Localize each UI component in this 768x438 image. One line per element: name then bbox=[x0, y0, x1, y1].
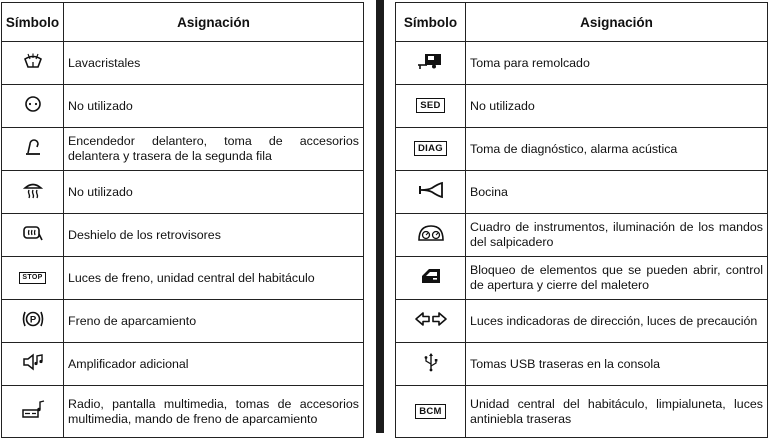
table-row bbox=[2, 171, 364, 214]
table-header-row bbox=[396, 3, 768, 42]
symbol-column-header: Símbolo bbox=[396, 3, 466, 42]
table-row bbox=[396, 386, 768, 438]
table-row bbox=[2, 85, 364, 128]
table-row bbox=[2, 42, 364, 85]
usb-icon bbox=[423, 352, 439, 377]
assignment-cell: Encendedor delantero, toma de accesorios delantera y trasera de la segunda fila bbox=[64, 128, 364, 171]
amplifier-icon bbox=[22, 353, 44, 376]
table-row bbox=[396, 171, 768, 214]
symbol-column-header: Símbolo bbox=[2, 3, 64, 42]
table-row bbox=[396, 300, 768, 343]
radio-icon bbox=[21, 399, 45, 424]
table-row bbox=[396, 85, 768, 128]
socket-icon bbox=[24, 95, 42, 118]
table-row bbox=[2, 128, 364, 171]
table-header-row bbox=[2, 3, 364, 42]
horn-icon bbox=[418, 181, 444, 204]
assignment-cell: Bloqueo de elementos que se pueden abrir, control de apertura y cierre del maletero bbox=[466, 257, 768, 300]
mirror-defrost-icon bbox=[22, 224, 44, 247]
assignment-cell: Bocina bbox=[466, 171, 768, 214]
table-row bbox=[396, 343, 768, 386]
door-lock-icon bbox=[419, 267, 443, 290]
assignment-cell: Radio, pantalla multimedia, tomas de accesorios multimedia, mando de freno de aparcamiento bbox=[64, 386, 364, 438]
table-row bbox=[2, 257, 364, 300]
table-row bbox=[2, 300, 364, 343]
windshield-washer-icon bbox=[23, 53, 43, 74]
assignment-cell: Luces de freno, unidad central del habitáculo bbox=[64, 257, 364, 300]
assignment-cell: Amplificador adicional bbox=[64, 343, 364, 386]
column-divider bbox=[376, 0, 384, 433]
sed-icon: SED bbox=[416, 98, 444, 113]
cigarette-lighter-icon bbox=[23, 138, 43, 161]
table-row bbox=[396, 257, 768, 300]
assignment-cell: No utilizado bbox=[466, 85, 768, 128]
right-fuse-table bbox=[395, 2, 768, 438]
assignment-cell: No utilizado bbox=[64, 171, 364, 214]
table-row bbox=[396, 214, 768, 257]
table-row bbox=[2, 343, 364, 386]
trailer-icon bbox=[417, 52, 445, 75]
assignment-cell: Unidad central del habitáculo, limpialuneta, luces antiniebla traseras bbox=[466, 386, 768, 438]
assignment-cell: Toma para remolcado bbox=[466, 42, 768, 85]
table-row bbox=[2, 214, 364, 257]
left-fuse-table bbox=[1, 2, 364, 438]
table-row bbox=[396, 42, 768, 85]
table-row bbox=[396, 128, 768, 171]
assignment-cell: No utilizado bbox=[64, 85, 364, 128]
bcm-icon: BCM bbox=[415, 404, 446, 419]
diag-icon: DIAG bbox=[414, 141, 447, 156]
defrost-icon bbox=[23, 181, 43, 204]
stop-icon: STOP bbox=[19, 272, 45, 284]
instrument-cluster-icon bbox=[417, 224, 445, 247]
assignment-cell: Luces indicadoras de dirección, luces de precaución bbox=[466, 300, 768, 343]
parking-brake-icon bbox=[21, 309, 45, 334]
assignment-cell: Deshielo de los retrovisores bbox=[64, 214, 364, 257]
table-row bbox=[2, 386, 364, 438]
assignment-cell: Freno de aparcamiento bbox=[64, 300, 364, 343]
assignment-cell: Cuadro de instrumentos, iluminación de los mandos del salpicadero bbox=[466, 214, 768, 257]
assignment-cell: Toma de diagnóstico, alarma acústica bbox=[466, 128, 768, 171]
assignment-cell: Tomas USB traseras en la consola bbox=[466, 343, 768, 386]
assignment-column-header: Asignación bbox=[466, 3, 768, 42]
assignment-cell: Lavacristales bbox=[64, 42, 364, 85]
assignment-column-header: Asignación bbox=[64, 3, 364, 42]
parking-brake-letter: P bbox=[29, 314, 36, 325]
turn-signal-icon bbox=[414, 311, 448, 332]
